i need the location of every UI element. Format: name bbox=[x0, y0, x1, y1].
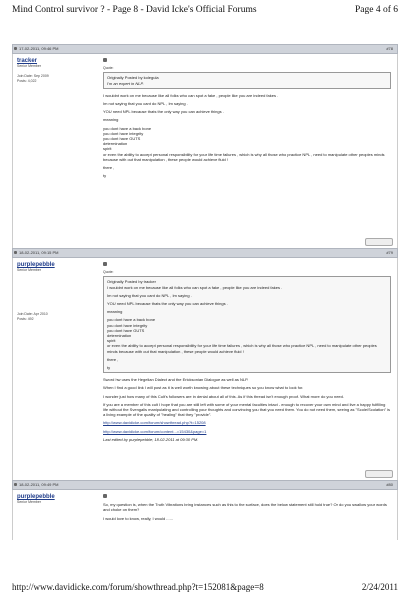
page-number: Page 4 of 6 bbox=[354, 5, 398, 15]
quote-line: or even the ability to accept personal responsibility for your life time failures , which is why all those who practice NPL , need to manipulate other peoples minds because with out that manipulation , these people would achieve fluid ! bbox=[107, 343, 377, 354]
quote-line: YOU need NPL because thats the only way you can achieve things . bbox=[107, 301, 228, 307]
post-body bbox=[12, 258, 398, 482]
quote-line: determination bbox=[107, 333, 132, 339]
post-body bbox=[12, 490, 398, 540]
post-line: you dont have GUTS bbox=[103, 136, 141, 142]
post-number[interactable]: #80 bbox=[386, 482, 393, 487]
user-title: Senior Member bbox=[17, 500, 41, 504]
post-line: you dont have a back bone bbox=[103, 125, 152, 131]
post-line: I wouldnt work on me because like all folks who can spot a fake , people like you are indeed fakes . bbox=[103, 92, 279, 98]
user-info bbox=[17, 58, 97, 84]
post-count: Posts: 4,022 bbox=[17, 79, 37, 83]
quote-line: you dont have GUTS bbox=[107, 327, 145, 333]
quote-author: Originally Posted by kolegula bbox=[107, 75, 159, 81]
post-header-bar bbox=[12, 248, 398, 258]
quote-line: spirit bbox=[107, 338, 116, 344]
quote-label: Quote: bbox=[103, 66, 114, 71]
join-date: Join Date: Apr 2010 bbox=[17, 312, 48, 316]
post-line: Im not saying that you cant do NPL , Im saying . bbox=[103, 101, 188, 107]
post-line: spirit bbox=[103, 146, 112, 152]
post-number[interactable]: #78 bbox=[386, 46, 393, 51]
page-header bbox=[12, 5, 398, 19]
thread-link[interactable]: http://www.davidicke.com/forum/showthread.php?t=15208 bbox=[103, 420, 206, 426]
post-icon bbox=[14, 483, 17, 486]
post-icon bbox=[14, 251, 17, 254]
post-line: Sword hw uses the Hegelian Dialect and the Ericksonian Dialogue as well as NLP. bbox=[103, 377, 249, 383]
footer-url: http://www.davidicke.com/forum/showthread.php?t=152081&page=8 bbox=[12, 582, 264, 592]
post-2 bbox=[12, 248, 398, 482]
post-content bbox=[103, 262, 391, 445]
quote-line: meaning bbox=[107, 309, 123, 315]
content-link[interactable]: http://www.davidicke.com/forum/content...=15430&page=1 bbox=[103, 428, 207, 434]
post-line: I wonder just how many of this Cult's followers are in denial about all of this. As if this thread isn't enough proof. What more do you need. bbox=[103, 393, 344, 399]
quote-line: you dont have a back bone bbox=[107, 317, 156, 323]
quote-line: you dont have integrity bbox=[107, 322, 148, 328]
post-body bbox=[12, 54, 398, 250]
post-title-icon bbox=[103, 494, 391, 499]
post-line: YOU need NPL because thats the only way you can achieve things . bbox=[103, 109, 224, 115]
post-line: So, my question is, when the Truth Vibrations bring instances such as this to the surface, does the below statement still hold true? Or do you swallow your words and choke on them? bbox=[103, 502, 387, 513]
quote-box bbox=[103, 276, 391, 373]
post-number[interactable]: #79 bbox=[386, 250, 393, 255]
quote-line: ty bbox=[107, 365, 111, 371]
post-line: If you are a member of this cult I hope that you are still left with some of your mental faculties intact - enough to recover your own mind and live a happy fulfilling life without the Svengalis manipulating and controlling your thoughts and convincing you that you need them. You do not need them, seeing as "Scole/Scolation" is a living example of the quality of "healing" that they "provide". bbox=[103, 401, 391, 418]
post-header-bar bbox=[12, 44, 398, 54]
post-date: 17-02-2011, 09:46 PM bbox=[19, 46, 59, 51]
post-line: I would love to know, really, I would ...... bbox=[103, 515, 173, 521]
post-line: there , bbox=[103, 165, 115, 171]
user-meta bbox=[17, 74, 97, 84]
post-line: or even the ability to accept personal responsibility for your life time failures , which is why all those who practice NPL , need to manipulate other peoples minds because with out that manipulation , these people would achieve fluid ! bbox=[103, 151, 385, 162]
report-button[interactable] bbox=[365, 238, 393, 246]
quote-author: Originally Posted by tracker bbox=[107, 279, 156, 285]
post-title-icon bbox=[103, 58, 391, 63]
footer-date: 2/24/2011 bbox=[361, 582, 398, 592]
post-line: When I find a good link I will post as it is well worth knowing about these techniques so you know what to look for. bbox=[103, 385, 304, 391]
quote-text: I'm an expert in NLP. bbox=[107, 80, 144, 86]
report-button[interactable] bbox=[365, 470, 393, 478]
quote-line: Im not saying that you cant do NPL , Im saying . bbox=[107, 292, 192, 298]
quote-line: I wouldnt work on me because like all folks who can spot a fake , people like you are indeed fakes . bbox=[107, 284, 283, 290]
post-line: ty bbox=[103, 173, 107, 179]
page-title: Mind Control survivor ? - Page 8 - David Icke's Official Forums bbox=[12, 5, 257, 15]
quote-line: there , bbox=[107, 356, 119, 362]
quote-box bbox=[103, 72, 391, 88]
username-link[interactable]: purplepebble bbox=[17, 262, 55, 268]
post-3 bbox=[12, 480, 398, 540]
edit-note: Last edited by purplepebble; 18-02-2011 at 09:30 PM. bbox=[103, 436, 199, 442]
post-date: 18-02-2011, 09:15 PM bbox=[19, 250, 59, 255]
post-line: you dont have integrity bbox=[103, 130, 144, 136]
user-info bbox=[17, 494, 97, 504]
post-icon bbox=[14, 47, 17, 50]
post-line: meaning bbox=[103, 117, 119, 123]
post-title-icon bbox=[103, 262, 391, 267]
post-content bbox=[103, 58, 391, 181]
post-count: Posts: 492 bbox=[17, 317, 34, 321]
join-date: Join Date: Sep 2009 bbox=[17, 74, 49, 78]
quote-label: Quote: bbox=[103, 270, 114, 275]
user-title: Senior Member bbox=[17, 268, 41, 272]
post-line: determination bbox=[103, 141, 128, 147]
username-link[interactable]: purplepebble bbox=[17, 494, 55, 500]
user-title: Senior Member bbox=[17, 64, 41, 68]
user-meta bbox=[17, 312, 97, 322]
post-content bbox=[103, 494, 391, 524]
post-header-bar bbox=[12, 480, 398, 490]
post-date: 18-02-2011, 09:49 PM bbox=[19, 482, 59, 487]
post-1 bbox=[12, 44, 398, 250]
user-info bbox=[17, 262, 97, 322]
username-link[interactable]: tracker bbox=[17, 58, 38, 64]
